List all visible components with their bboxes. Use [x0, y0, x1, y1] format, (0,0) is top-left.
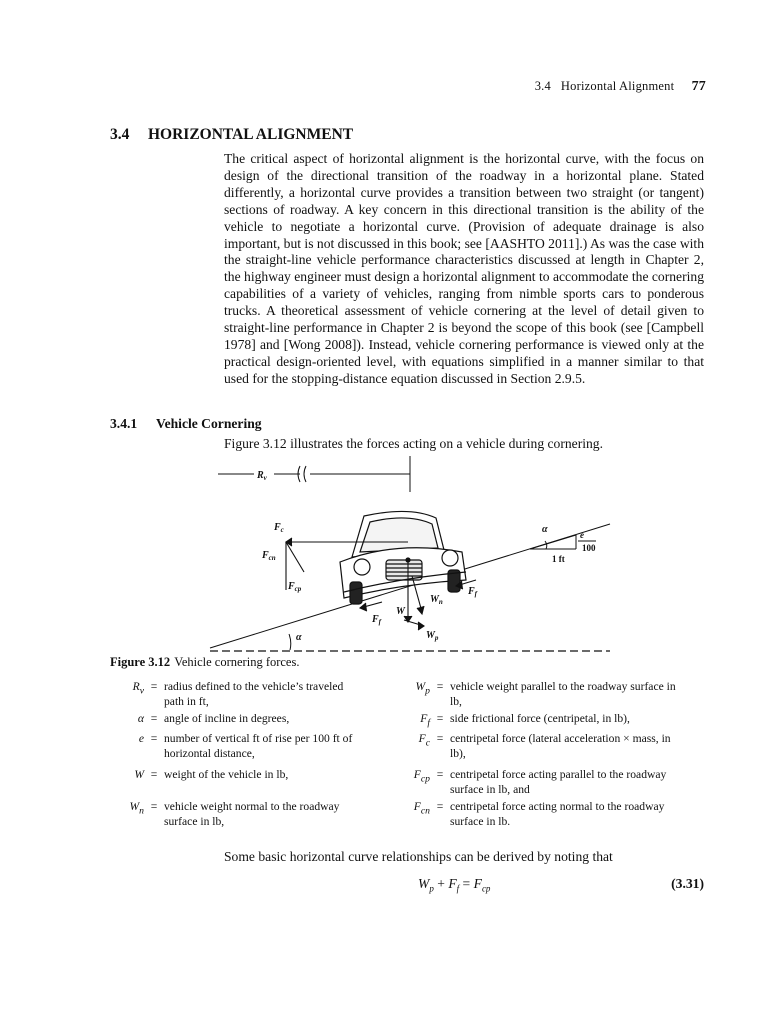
figure-caption	[110, 655, 299, 670]
section-heading	[110, 126, 353, 144]
symbol-list-left: $R_v$ = radius defined to the vehicle’s traveled path in ft, α = angle of incline in degrees, e = number of vertical ft of rise per 100 ft of horizontal distance, W = weight of the vehicle in lb, $W_n$ = vehicle weight normal to the roadway surface in lb,	[129, 680, 353, 828]
symbol-list-right: $W_p$ = vehicle weight parallel to the roadway surface in lb, $F_f$ = side frictional force (centripetal, in lb), $F_c$ = centripetal force (lateral acceleration × mass, in lb), $F_{cp}$ = centripetal force acting parallel to the roadway surface in lb, and $F_{cn}$ = centripetal force acting normal to the roadway surface in lb.	[413, 680, 676, 828]
e-label: e	[580, 530, 584, 540]
hundred-label: 100	[582, 543, 596, 553]
alpha-arc	[289, 634, 291, 650]
fcn-label: $F_{cn}$	[262, 550, 276, 562]
one-ft-label: 1 ft	[552, 554, 565, 564]
section-number: 3.4	[110, 126, 130, 143]
car-icon	[340, 511, 466, 604]
wn-label: $W_n$	[430, 594, 443, 606]
w-label: W	[396, 606, 405, 617]
fc-label: $F_c$	[274, 522, 284, 534]
figure-intro-paragraph: Figure 3.12 illustrates the forces acting on a vehicle during cornering.	[224, 436, 603, 451]
running-head-section: 3.4	[534, 79, 551, 93]
caption-text: Vehicle cornering forces.	[174, 655, 300, 669]
rv-label: $R_v$	[257, 470, 267, 482]
closing-paragraph: Some basic horizontal curve relationships can be derived by noting that	[224, 849, 613, 864]
running-head-title: Horizontal Alignment	[560, 79, 675, 93]
wp-label: $W_p$	[426, 630, 439, 642]
alpha-label: α	[296, 632, 302, 643]
subsection-title: Vehicle Cornering	[156, 416, 262, 431]
slope-triangle	[530, 535, 576, 549]
intro-paragraph: The critical aspect of horizontal alignment is the horizontal curve, with the focus on design of the directional transition of the roadway in a horizontal plane. Stated differently, a horizontal curve provides a transition between two straight (or tangent) sections of roadway. A key concern in this directional transition is the ability of the vehicle to negotiate a horizontal curve. (Provision of adequate drainage is also important, but is not discussed in this book; see [AASHTO 2011].) As was the case with the straight-line vehicle performance characteristics discussed at length in Chapter 2, the highway engineer must design a horizontal alignment to accommodate the cornering capabilities of a variety of vehicles, ranging from nimble sports cars to ponderous trucks. A theoretical assessment of vehicle cornering at the level of detail given to straight-line performance in Chapter 2 is beyond the scope of this book (see [Campbell 1978] and [Wong 2008]). Instead, vehicle cornering performance is viewed only at the practical design-oriented level, with equations simplified in a manner similar to that used for the stopping-distance equation discussed in Section 2.9.5.	[224, 151, 704, 386]
fcp-label: $F_{cp}$	[288, 581, 302, 593]
slope-alpha-label: α	[542, 524, 548, 535]
caption-label: Figure 3.12	[110, 655, 171, 669]
ff-left-label: $F_f$	[372, 614, 382, 626]
running-head	[535, 79, 706, 95]
ff-right-label: $F_f$	[468, 586, 478, 598]
vehicle-cornering-figure	[200, 452, 620, 658]
subsection-heading	[110, 416, 262, 432]
section-title: HORIZONTAL ALIGNMENT	[148, 126, 354, 143]
equation-number: (3.31)	[671, 876, 704, 891]
subsection-number: 3.4.1	[110, 416, 138, 431]
page-number: 77	[691, 79, 706, 94]
equation-3-31: $W_p + F_f = F_{cp}$	[418, 876, 491, 894]
rv-dimension	[218, 456, 410, 492]
